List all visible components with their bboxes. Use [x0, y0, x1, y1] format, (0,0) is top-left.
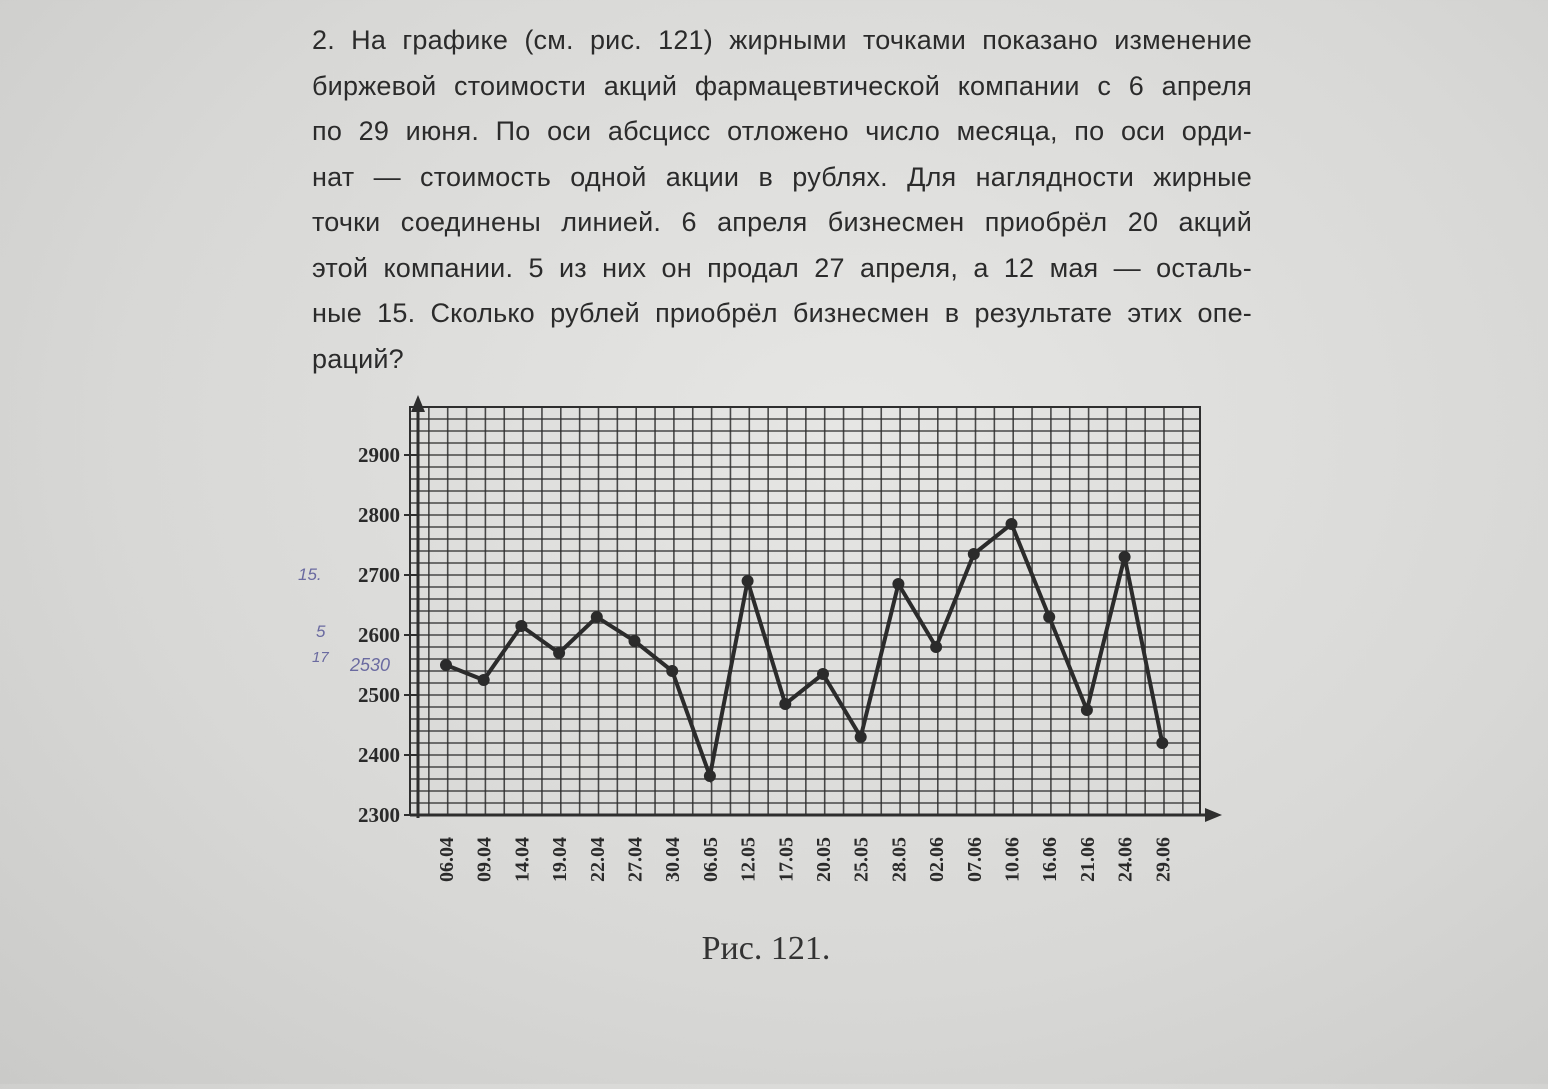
data-point	[930, 641, 942, 653]
data-point	[704, 770, 716, 782]
x-tick-label: 10.06	[1001, 837, 1024, 882]
y-tick-label: 2800	[358, 503, 400, 527]
problem-line: по 29 июня. По оси абсцисс отложено число месяца, по оси орди-	[312, 116, 1252, 146]
data-point	[1119, 551, 1131, 563]
x-tick-label: 25.05	[850, 837, 873, 882]
x-tick-label: 06.05	[699, 837, 722, 882]
pencil-note-15: 15.	[298, 565, 322, 584]
data-point	[478, 674, 490, 686]
x-tick-label: 28.05	[888, 837, 911, 882]
y-tick-label: 2700	[358, 563, 400, 587]
data-point	[629, 635, 641, 647]
y-tick-label: 2900	[358, 443, 400, 467]
x-axis-arrow	[1205, 808, 1222, 822]
x-tick-label: 20.05	[813, 837, 835, 882]
x-tick-label: 30.04	[662, 837, 685, 882]
figure-caption-text: Рис. 121.	[701, 930, 831, 967]
problem-line: этой компании. 5 из них он продал 27 апреля, а 12 мая — осталь-	[312, 252, 1252, 283]
data-point	[742, 575, 754, 587]
data-point	[1006, 518, 1018, 530]
data-point	[440, 659, 452, 671]
pencil-note-2530: 2530	[350, 655, 391, 675]
data-point	[1156, 737, 1168, 749]
data-point	[1081, 704, 1093, 716]
x-tick-label: 22.04	[586, 837, 609, 882]
problem-line: точки соединены линией. 6 апреля бизнесмен приобрёл 20 акций	[312, 207, 1252, 237]
x-tick-label: 24.06	[1114, 837, 1137, 882]
data-point	[779, 698, 791, 710]
x-tick-label: 27.04	[624, 837, 647, 882]
data-point	[515, 620, 527, 632]
x-tick-label: 21.06	[1076, 837, 1099, 882]
data-point	[591, 611, 603, 623]
x-tick-label: 02.06	[926, 837, 949, 882]
data-point	[666, 665, 678, 677]
data-point	[892, 578, 904, 590]
pencil-note-17: 17	[312, 649, 329, 666]
y-tick-label: 2500	[358, 683, 400, 707]
x-tick-label: 29.06	[1152, 837, 1175, 882]
y-tick-label: 2400	[358, 743, 400, 767]
problem-line: биржевой стоимости акций фармацевтической компании с 6 апреля	[312, 70, 1252, 101]
y-tick-label: 2300	[358, 803, 400, 827]
problem-line: раций?	[312, 343, 404, 374]
x-tick-label: 12.05	[737, 837, 760, 882]
pencil-note-5: 5	[316, 622, 326, 641]
figure-caption	[0, 930, 1548, 968]
x-tick-label: 06.04	[436, 837, 458, 882]
problem-line: ные 15. Сколько рублей приобрёл бизнесмен в результате этих опе-	[312, 298, 1252, 328]
data-point	[553, 647, 565, 659]
y-tick-label: 2600	[358, 623, 400, 647]
data-point	[817, 668, 829, 680]
series-line	[446, 524, 1162, 776]
x-tick-label: 09.04	[473, 837, 496, 882]
problem-line: нат — стоимость одной акции в рублях. Для наглядности жирные	[312, 161, 1252, 192]
x-tick-label: 14.04	[511, 837, 534, 882]
x-tick-label: 19.04	[549, 837, 572, 882]
y-axis-arrow	[411, 395, 425, 412]
x-tick-label: 16.06	[1039, 837, 1062, 882]
data-point	[968, 548, 980, 560]
data-point	[1043, 611, 1055, 623]
data-point	[855, 731, 867, 743]
problem-line: 2. На графике (см. рис. 121) жирными точками показано изменение	[312, 25, 1252, 55]
x-tick-label: 07.06	[963, 837, 986, 882]
x-tick-label: 17.05	[775, 837, 798, 882]
